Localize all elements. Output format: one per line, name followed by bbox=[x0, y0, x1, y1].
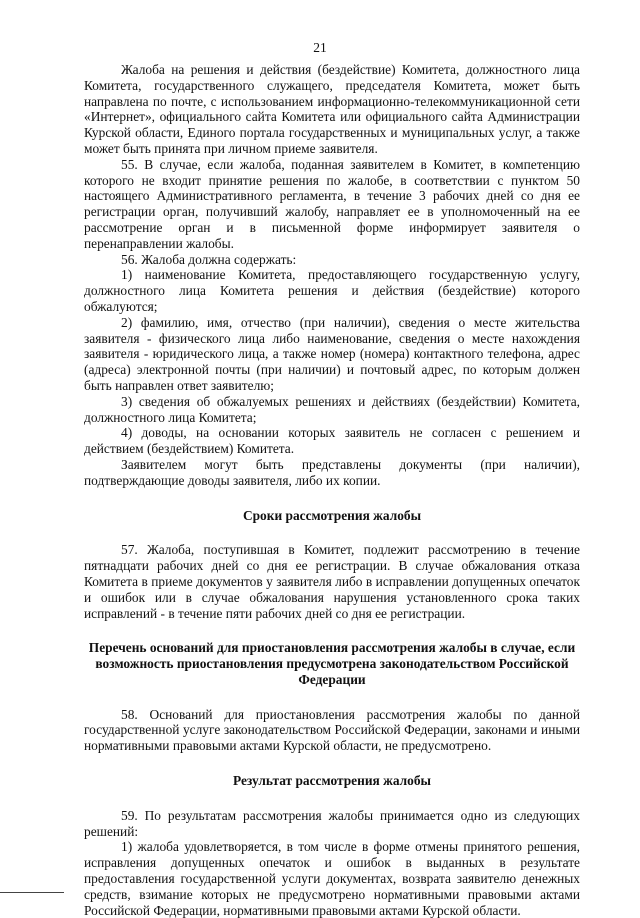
spacer bbox=[84, 621, 580, 640]
heading-suspension: Перечень оснований для приостановления рассмотрения жалобы в случае, если возможность приостановления предусмотрена законодательством Российской Федерации bbox=[88, 640, 576, 687]
paragraph-complaint-channels: Жалоба на решения и действия (бездействие) Комитета, должностного лица Комитета, государственного служащего, председателя Комитета, может быть направлена по почте, с использованием информационно-телекоммуникационной сети «Интернет», официального сайта Комитета или официального сайта Администрации Курской области, Единого портала государственных и муниципальных услуг, а также может быть принята при личном приеме заявителя. bbox=[84, 62, 580, 156]
page-content bbox=[84, 62, 580, 918]
paragraph-56-item-2: 2) фамилию, имя, отчество (при наличии), сведения о месте жительства заявителя - физического лица либо наименование, сведения о месте нахождения заявителя - юридического лица, а также номер (номера) контактного телефона, адрес (адреса) электронной почты (при наличии) и почтовый адрес, по которым должен быть направлен ответ заявителю; bbox=[84, 314, 580, 393]
paragraph-56-item-4: 4) доводы, на основании которых заявитель не согласен с решением и действием (бездействием) Комитета. bbox=[84, 425, 580, 457]
heading-terms: Сроки рассмотрения жалобы bbox=[242, 507, 422, 523]
paragraph-59-item-1: 1) жалоба удовлетворяется, в том числе в форме отмены принятого решения, исправления допущенных опечаток и ошибок в выданных в результате предоставления государственной услуги документах, возврата заявителю денежных средств, взимание которых не предусмотрено нормативными правовыми актами Российской Федерации, нормативными правовыми актами Курской области. bbox=[84, 839, 580, 918]
spacer bbox=[84, 789, 580, 808]
spacer bbox=[84, 523, 580, 542]
paragraph-55: 55. В случае, если жалоба, поданная заявителем в Комитет, в компетенцию которого не входит принятие решения по жалобе, в соответствии с пунктом 50 настоящего Административного регламента, в течение 3 рабочих дней со дня ее регистрации орган, получивший жалобу, направляет ее в уполномоченный на ее рассмотрение орган и в письменной форме информирует заявителя о перенаправлении жалобы. bbox=[84, 156, 580, 251]
paragraph-56-item-1: 1) наименование Комитета, предоставляющего государственную услугу, должностного лица Комитета решения и действия (бездействие) которого обжалуются; bbox=[84, 267, 580, 314]
paragraph-58: 58. Оснований для приостановления рассмотрения жалобы по данной государственной услуге законодательством Российской Федерации, законами и иными нормативными правовыми актами Курской области, не предусмотрено. bbox=[84, 706, 580, 754]
heading-result: Результат рассмотрения жалобы bbox=[232, 773, 432, 789]
spacer bbox=[84, 754, 580, 773]
paragraph-57: 57. Жалоба, поступившая в Комитет, подлежит рассмотрению в течение пятнадцати рабочих дней со дня ее регистрации. В случае обжалования отказа Комитета в приеме документов у заявителя либо в исправлении допущенных опечаток и ошибок или в случае обжалования нарушения установленного срока таких исправлений - в течение пяти рабочих дней со дня ее регистрации. bbox=[84, 542, 580, 621]
paragraph-59: 59. По результатам рассмотрения жалобы принимается одно из следующих решений: bbox=[84, 807, 580, 839]
paragraph-56-documents: Заявителем могут быть представлены документы (при наличии), подтверждающие доводы заявителя, либо их копии. bbox=[84, 456, 580, 488]
paragraph-56: 56. Жалоба должна содержать: bbox=[121, 251, 297, 267]
spacer bbox=[84, 489, 580, 508]
page-number: 21 bbox=[313, 40, 327, 55]
paragraph-56-item-3: 3) сведения об обжалуемых решениях и действиях (бездействии) Комитета, должностного лица Комитета; bbox=[84, 393, 580, 425]
spacer bbox=[84, 688, 580, 707]
footer-rule bbox=[0, 892, 64, 893]
